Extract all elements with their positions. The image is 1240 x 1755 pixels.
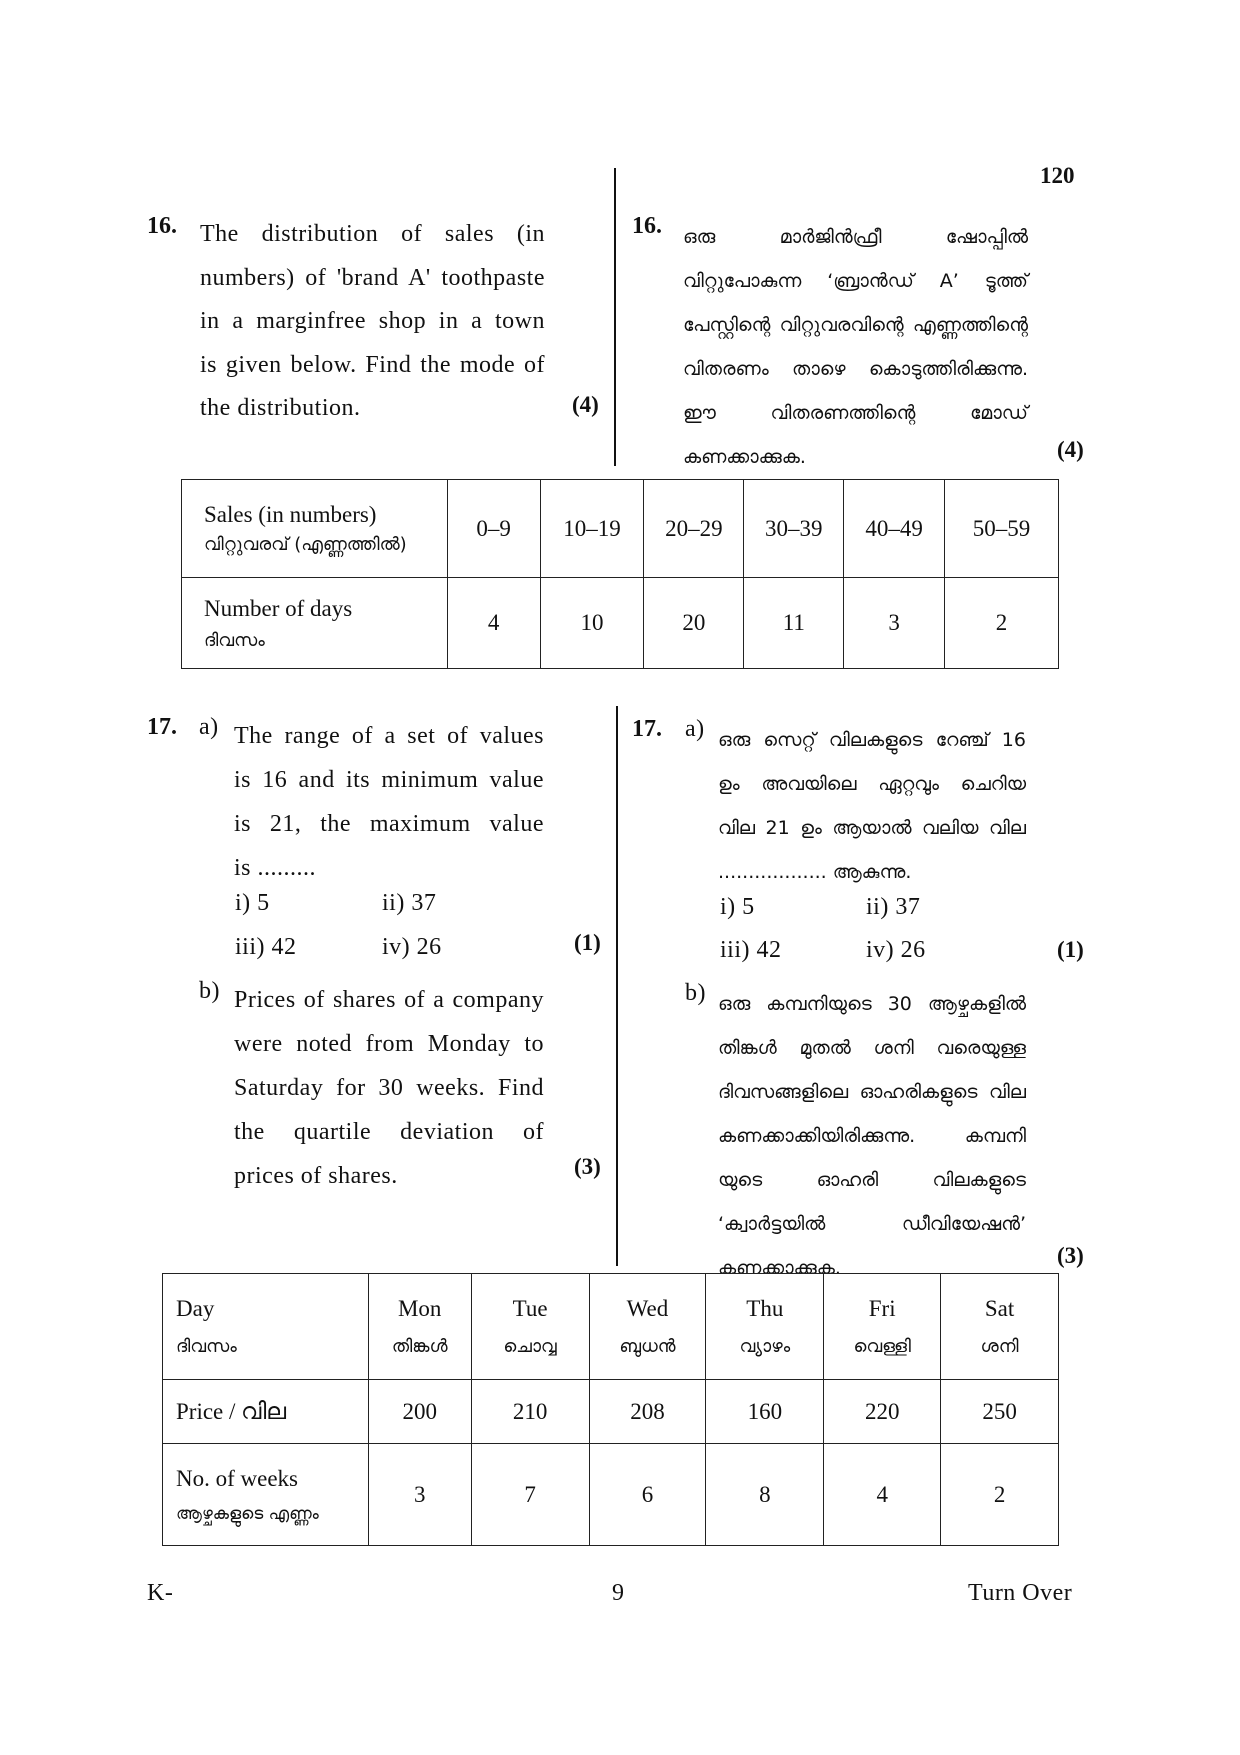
class-interval-cell: 10–19: [540, 480, 644, 578]
day-name-en: Thu: [746, 1296, 784, 1321]
day-name-en: Mon: [397, 1296, 442, 1321]
days-row-header: [182, 578, 448, 669]
q17a-option-en: iv) 26: [382, 934, 442, 960]
day-cell: [706, 1274, 824, 1380]
weeks-row-header: [163, 1444, 369, 1546]
column-divider: [616, 706, 618, 1266]
q17a-marks-en: (1): [574, 930, 601, 955]
page-number: 9: [612, 1580, 625, 1606]
price-cell: 220: [824, 1380, 941, 1444]
table-row: [163, 1274, 1059, 1380]
day-header-en: Day: [176, 1296, 215, 1321]
q17a-en-line: The range of a set of values: [234, 723, 544, 749]
price-row-header: Price / വില: [163, 1380, 369, 1444]
price-cell: 250: [941, 1380, 1059, 1444]
q16-malayalam-text: [683, 215, 1028, 479]
q17a-en-line: is 21, the maximum value: [234, 811, 544, 837]
q17a-en-line: is .........: [234, 855, 317, 881]
q16-en-line: numbers) of 'brand A' toothpaste: [200, 264, 545, 291]
q17a-en-line: is 16 and its minimum value: [234, 767, 544, 793]
q17b-malayalam-text: [718, 982, 1026, 1290]
q17a-ml-line: വില 21 ഉം ആയാൽ വലിയ വില: [718, 817, 1026, 839]
price-cell: 208: [589, 1380, 706, 1444]
q17b-ml-line: ഒരു കമ്പനിയുടെ 30 ആഴ്ചകളിൽ: [718, 993, 1026, 1015]
q17b-ml-line: കണക്കാക്കിയിരിക്കുന്നു. കമ്പനി: [718, 1125, 1026, 1147]
footer-code: K-: [147, 1580, 174, 1606]
q17a-label-ml: a): [685, 716, 705, 742]
day-name-ml: വ്യാഴം: [739, 1336, 791, 1357]
class-interval-cell: 0–9: [447, 480, 540, 578]
weeks-cell: 6: [589, 1444, 706, 1546]
q16-ml-line: പേസ്റ്റിന്റെ വിറ്റുവരവിന്റെ എണ്ണത്തിന്റെ: [683, 314, 1028, 336]
column-divider: [614, 168, 616, 466]
q17a-malayalam-text: [718, 718, 1026, 894]
weeks-header-en: No. of weeks: [176, 1465, 298, 1491]
page-code: 120: [1040, 163, 1075, 188]
q16-marks-ml: (4): [1057, 437, 1084, 462]
days-count-cell: 4: [447, 578, 540, 669]
q16-ml-line: കണക്കാക്കുക.: [683, 446, 806, 468]
day-cell: [368, 1274, 471, 1380]
weeks-cell: 8: [706, 1444, 824, 1546]
day-name-ml: ചൊവ്വ: [503, 1336, 557, 1357]
q16-marks-en: (4): [572, 392, 599, 417]
share-prices-table: [162, 1273, 1059, 1546]
weeks-cell: 2: [941, 1444, 1059, 1546]
q17b-ml-line: തിങ്കൾ മുതൽ ശനി വരെയുള്ള: [718, 1037, 1026, 1059]
days-count-cell: 10: [540, 578, 644, 669]
q17a-english-text: [234, 714, 544, 890]
q17a-ml-line: .................. ആകുന്നു.: [718, 861, 912, 883]
q17a-option-en: i) 5: [235, 890, 270, 916]
day-name-ml: ബുധൻ: [619, 1336, 676, 1357]
day-cell: [471, 1274, 589, 1380]
q17b-en-line: the quartile deviation of: [234, 1119, 544, 1145]
sales-header-ml: വിറ്റുവരവ് (എണ്ണത്തിൽ): [204, 534, 407, 555]
q16-ml-line: ഒരു മാർജിൻഫ്രീ ഷോപ്പിൽ: [683, 226, 1028, 248]
weeks-cell: 4: [824, 1444, 941, 1546]
q17a-option-en: iii) 42: [235, 934, 297, 960]
q17b-label-ml: b): [685, 980, 706, 1006]
q17b-ml-line: കണക്കാക്കുക.: [718, 1257, 841, 1279]
weeks-cell: 7: [471, 1444, 589, 1546]
sales-row-header: [182, 480, 448, 578]
q16-ml-line: ഈ വിതരണത്തിന്റെ മോഡ്: [683, 402, 1028, 424]
table-row: [182, 480, 1059, 578]
q17b-marks-en: (3): [574, 1154, 601, 1179]
day-name-ml: തിങ്കൾ: [391, 1336, 448, 1357]
q17a-option-ml: ii) 37: [866, 894, 921, 920]
days-count-cell: 2: [945, 578, 1059, 669]
table-row: [163, 1380, 1059, 1444]
q16-en-line: The distribution of sales (in: [200, 221, 545, 247]
q17a-label-en: a): [199, 714, 219, 740]
weeks-header-ml: ആഴ്ചകളുടെ എണ്ണം: [176, 1503, 319, 1524]
q17b-label-en: b): [199, 978, 220, 1004]
q16-en-line: the distribution.: [200, 395, 361, 421]
q17b-en-line: prices of shares.: [234, 1163, 398, 1189]
q17b-en-line: Saturday for 30 weeks. Find: [234, 1075, 544, 1101]
q17b-en-line: were noted from Monday to: [234, 1031, 544, 1057]
q17b-ml-line: ദിവസങ്ങളിലെ ഓഹരികളുടെ വില: [718, 1081, 1026, 1103]
days-count-cell: 3: [844, 578, 945, 669]
q16-english-text: [200, 213, 545, 431]
q17b-ml-line: ‘ക്വാർട്ടയിൽ ഡീവിയേഷൻ’: [718, 1213, 1026, 1235]
class-interval-cell: 30–39: [744, 480, 844, 578]
day-name-en: Wed: [626, 1296, 669, 1321]
days-header-ml: ദിവസം: [204, 629, 265, 651]
q16-en-line: in a marginfree shop in a town: [200, 308, 545, 334]
sales-distribution-table: [181, 479, 1059, 669]
q17a-ml-line: ഉം അവയിലെ ഏറ്റവും ചെറിയ: [718, 773, 1026, 795]
q16-number-en: 16.: [147, 213, 177, 239]
q17b-en-line: Prices of shares of a company: [234, 987, 544, 1013]
day-header-ml: ദിവസം: [176, 1336, 237, 1357]
q16-en-line: is given below. Find the mode of: [200, 351, 545, 378]
days-count-cell: 20: [644, 578, 744, 669]
class-interval-cell: 40–49: [844, 480, 945, 578]
price-cell: 160: [706, 1380, 824, 1444]
weeks-cell: 3: [368, 1444, 471, 1546]
day-name-en: Fri: [868, 1296, 896, 1321]
q16-number-ml: 16.: [632, 213, 662, 239]
q17-number-en: 17.: [147, 714, 177, 740]
q17a-option-ml: iii) 42: [720, 937, 782, 963]
days-header-en: Number of days: [204, 595, 353, 621]
turn-over-label: Turn Over: [968, 1580, 1073, 1606]
q17b-english-text: [234, 978, 544, 1198]
table-row: [182, 578, 1059, 669]
q16-ml-line: വിറ്റുപോകുന്ന ‘ബ്രാൻഡ് A’ ടൂത്ത്: [683, 270, 1028, 292]
q17-number-ml: 17.: [632, 716, 662, 742]
q16-ml-line: വിതരണം താഴെ കൊടുത്തിരിക്കുന്നു.: [683, 358, 1028, 380]
day-name-ml: ശനി: [980, 1336, 1019, 1357]
day-cell: [824, 1274, 941, 1380]
price-cell: 200: [368, 1380, 471, 1444]
day-cell: [941, 1274, 1059, 1380]
days-count-cell: 11: [744, 578, 844, 669]
q17a-option-en: ii) 37: [382, 890, 437, 916]
day-name-en: Sat: [984, 1296, 1015, 1321]
class-interval-cell: 20–29: [644, 480, 744, 578]
price-cell: 210: [471, 1380, 589, 1444]
q17b-marks-ml: (3): [1057, 1243, 1084, 1268]
q17b-ml-line: യുടെ ഓഹരി വിലകളുടെ: [718, 1169, 1026, 1191]
q17a-marks-ml: (1): [1057, 937, 1084, 962]
day-name-ml: വെള്ളി: [853, 1336, 911, 1357]
day-cell: [589, 1274, 706, 1380]
class-interval-cell: 50–59: [945, 480, 1059, 578]
sales-header-en: Sales (in numbers): [204, 502, 377, 527]
table-row: [163, 1444, 1059, 1546]
day-row-header: [163, 1274, 369, 1380]
day-name-en: Tue: [512, 1296, 548, 1321]
q17a-option-ml: i) 5: [720, 894, 755, 920]
q17a-option-ml: iv) 26: [866, 937, 926, 963]
q17a-ml-line: ഒരു സെറ്റ് വിലകളുടെ റേഞ്ച് 16: [718, 729, 1026, 751]
